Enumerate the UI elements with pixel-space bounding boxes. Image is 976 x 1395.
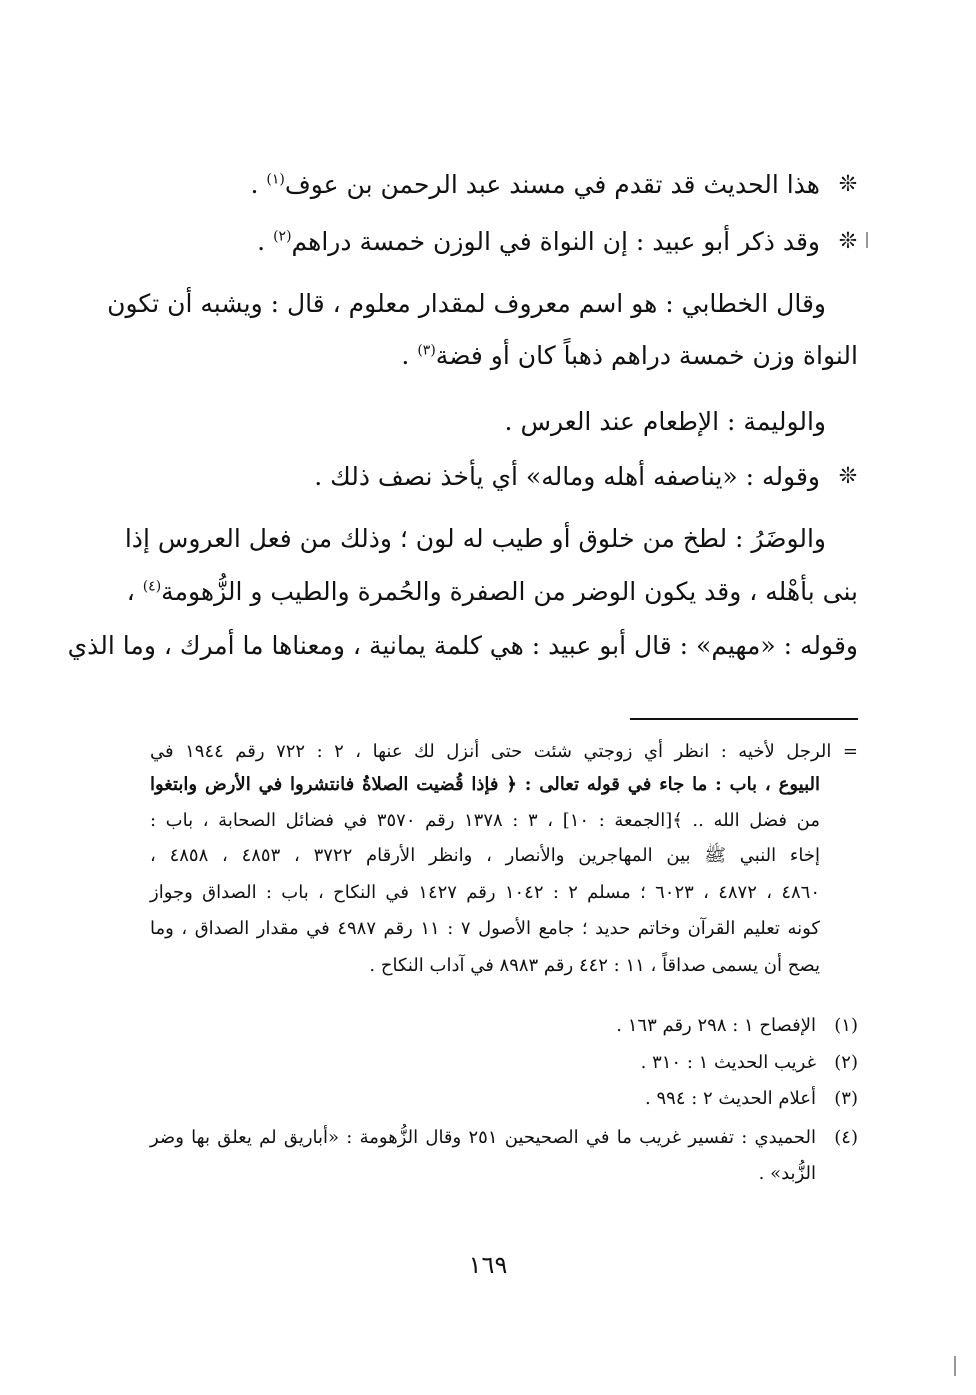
footnote-number-4: (٤)	[834, 1127, 858, 1148]
body-text: وقوله : «يناصفه أهله وماله» أي يأخذ نصف ذلك .	[314, 462, 820, 491]
footnote-continued-line-2	[150, 769, 820, 801]
asterisk-bullet-icon: ❊	[838, 172, 858, 197]
body-text: هذا الحديث قد تقدم في مسند عبد الرحمن بن عوف	[284, 170, 820, 199]
paragraph-3-line-2	[126, 572, 858, 612]
footnote-text: = الرجل لأخيه : انظر أي زوجتي شئت حتى أنزل لك عنها ، ٢ : ٧٢٢ رقم ١٩٤٤ في	[150, 741, 858, 762]
footnote-text: الإفصاح ١ : ٢٩٨ رقم ١٦٣ .	[616, 1015, 816, 1036]
punctuation: .	[250, 170, 267, 199]
punctuation: .	[401, 341, 418, 370]
footnote-continued-line-3	[150, 805, 820, 837]
footnote-4-line-2	[150, 1158, 816, 1190]
footnote-continued-line-5	[150, 877, 820, 909]
footnote-continued-line-6	[150, 913, 820, 945]
footnote-continued-line-4	[150, 840, 820, 872]
footnote-text: الحميدي : تفسير غريب ما في الصحيحين ٢٥١ وقال الزُّهومة : «أباريق لم يعلق بها وضر	[150, 1127, 816, 1148]
footnote-text: يصح أن يسمى صداقاً ، ١١ : ٤٤٢ رقم ٨٩٨٣ في آداب النكاح .	[369, 955, 820, 976]
body-text: والوضَرُ : لطخ من خلوق أو طيب له لون ؛ وذلك من فعل العروس إذا	[124, 524, 826, 553]
body-line-2	[150, 222, 820, 262]
footnote-number-1: (١)	[834, 1015, 858, 1036]
footnote-text: أعلام الحديث ٢ : ٩٩٤ .	[645, 1088, 816, 1109]
body-line-1	[150, 165, 820, 205]
asterisk-bullet-icon: ❊	[838, 464, 858, 489]
footnote-ref-2: (٢)	[273, 228, 292, 245]
scan-mark	[954, 1356, 956, 1376]
footnote-1	[150, 1010, 816, 1042]
footnote-3	[150, 1083, 816, 1115]
footnote-4-line-1	[150, 1122, 816, 1154]
footnote-text: ٤٨٦٠ ، ٤٨٧٢ ، ٦٠٢٣ ؛ مسلم ٢ : ١٠٤٢ رقم ١٤٢٧ في النكاح ، باب : الصداق وجواز	[150, 882, 820, 903]
footnote-ref-3: (٣)	[417, 342, 436, 359]
body-text: النواة وزن خمسة دراهم ذهباً كان أو فضة	[435, 341, 858, 370]
page-number: ١٦٩	[468, 1251, 508, 1279]
footnote-text: غريب الحديث ١ : ٣١٠ .	[640, 1052, 816, 1073]
body-line-3	[150, 457, 820, 497]
footnote-continued-line-1	[150, 736, 858, 768]
punctuation: .	[257, 227, 274, 256]
footnote-text: البيوع ، باب : ما جاء في قوله تعالى : ﴿ فإذا قُضيت الصلاةُ فانتشروا في الأرض وابتغوا	[150, 774, 820, 795]
footnote-text: كونه تعليم القرآن وخاتم حديد ؛ جامع الأصول ٧ : ١١ رقم ٤٩٨٧ في مقدار الصداق ، وما	[150, 918, 820, 939]
body-text: والوليمة : الإطعام عند العرس .	[504, 407, 826, 436]
footnote-ref-1: (١)	[266, 171, 285, 188]
footnote-text: إخاء النبي ﷺ بين المهاجرين والأنصار ، وانظر الأرقام ٣٧٢٢ ، ٤٨٥٣ ، ٤٨٥٨ ،	[150, 845, 820, 866]
paragraph-3-line-1	[124, 519, 826, 559]
asterisk-bullet-icon: ❊	[838, 229, 858, 254]
body-text: بنى بأهْله ، وقد يكون الوضر من الصفرة والحُمرة والطيب و الزُّهومة	[161, 577, 858, 606]
footnote-continued-line-7	[150, 950, 820, 982]
body-text: وقوله : «مهيم» : قال أبو عبيد : هي كلمة يمانية ، ومعناها ما أمرك ، وما الذي	[67, 631, 858, 660]
paragraph-1-line-2	[150, 336, 858, 376]
scan-mark	[866, 232, 868, 248]
footnote-number-3: (٣)	[834, 1088, 858, 1109]
footnote-text: الزُّبد» .	[758, 1163, 816, 1184]
footnote-separator	[630, 718, 858, 720]
footnote-ref-4: (٤)	[142, 578, 162, 595]
footnote-2	[150, 1047, 816, 1079]
paragraph-3-line-3	[67, 626, 858, 666]
paragraph-2	[150, 402, 826, 442]
footnote-text: من فضل الله .. ﴾[الجمعة : ١٠] ، ٣ : ١٣٧٨ رقم ٣٥٧٠ في فضائل الصحابة ، باب :	[150, 810, 820, 831]
body-text: وقد ذكر أبو عبيد : إن النواة في الوزن خمسة دراهم	[291, 227, 820, 256]
footnote-number-2: (٢)	[834, 1052, 858, 1073]
body-text: وقال الخطابي : هو اسم معروف لمقدار معلوم ، قال : ويشبه أن تكون	[107, 289, 826, 318]
punctuation: ،	[126, 577, 143, 606]
paragraph-1-line-1	[107, 284, 826, 324]
